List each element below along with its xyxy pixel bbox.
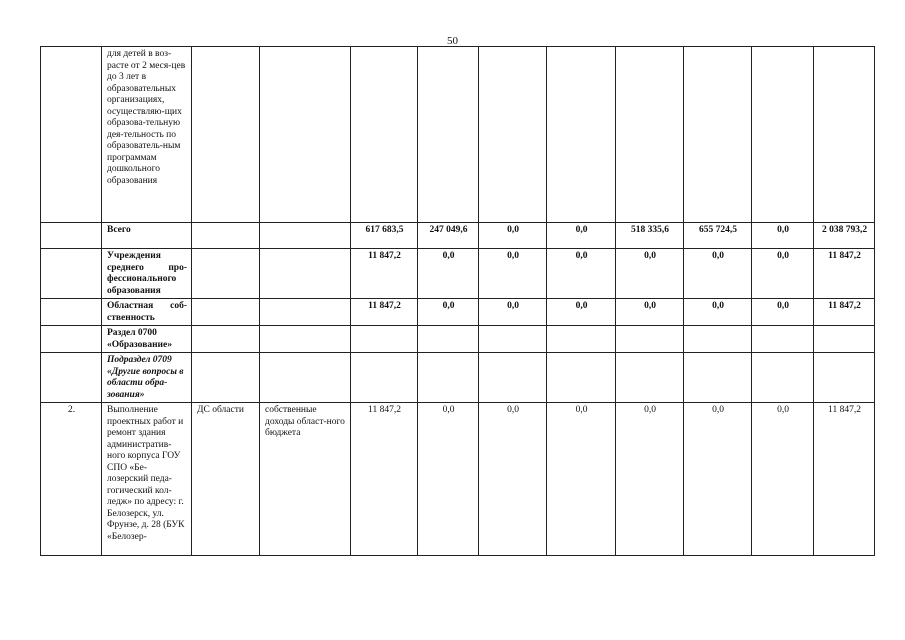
value-cell: [351, 353, 418, 403]
value-cell: 0,0: [418, 249, 479, 299]
value-cell: [752, 47, 814, 223]
value-cell: 617 683,5: [351, 223, 418, 249]
value-cell: [479, 353, 547, 403]
row-source: [260, 326, 351, 353]
row-index: [41, 299, 102, 326]
value-cell: [684, 47, 752, 223]
value-cell: 0,0: [752, 223, 814, 249]
row-executor: [192, 249, 260, 299]
value-cell: 0,0: [479, 249, 547, 299]
row-executor: ДС области: [192, 403, 260, 556]
value-cell: [616, 326, 684, 353]
value-cell: 655 724,5: [684, 223, 752, 249]
row-index: [41, 326, 102, 353]
value-cell: 0,0: [547, 223, 616, 249]
row-executor: [192, 353, 260, 403]
value-cell: 0,0: [479, 403, 547, 556]
table-row: [41, 353, 875, 403]
value-cell: 2 038 793,2: [814, 223, 875, 249]
value-cell: [547, 47, 616, 223]
value-cell: [351, 326, 418, 353]
budget-table: [40, 46, 875, 556]
value-cell: 0,0: [547, 299, 616, 326]
table-row: [41, 326, 875, 353]
row-index: [41, 249, 102, 299]
value-cell: [616, 47, 684, 223]
value-cell: 518 335,6: [616, 223, 684, 249]
row-source: [260, 353, 351, 403]
value-cell: [752, 326, 814, 353]
row-executor: [192, 47, 260, 223]
value-cell: 11 847,2: [351, 299, 418, 326]
value-cell: 11 847,2: [351, 403, 418, 556]
row-name: Всего: [102, 223, 192, 249]
row-source: [260, 223, 351, 249]
value-cell: [814, 47, 875, 223]
table-row: [41, 223, 875, 249]
table-row: [41, 403, 875, 556]
value-cell: [752, 353, 814, 403]
value-cell: 0,0: [616, 249, 684, 299]
row-executor: [192, 299, 260, 326]
table-row: [41, 249, 875, 299]
value-cell: [547, 326, 616, 353]
value-cell: 0,0: [752, 403, 814, 556]
value-cell: 247 049,6: [418, 223, 479, 249]
value-cell: [684, 326, 752, 353]
row-name: Областная соб-ственность: [102, 299, 192, 326]
value-cell: 0,0: [616, 403, 684, 556]
value-cell: 0,0: [752, 249, 814, 299]
value-cell: 0,0: [418, 299, 479, 326]
row-index: [41, 353, 102, 403]
row-name: Раздел 0700 «Образование»: [102, 326, 192, 353]
value-cell: [418, 326, 479, 353]
page-number: 50: [447, 35, 458, 47]
row-executor: [192, 223, 260, 249]
value-cell: 0,0: [684, 249, 752, 299]
value-cell: [814, 353, 875, 403]
row-source: собственные доходы област-ного бюджета: [260, 403, 351, 556]
value-cell: 0,0: [684, 299, 752, 326]
value-cell: 0,0: [418, 403, 479, 556]
row-name: для детей в воз-расте от 2 меся-цев до 3 лет в образовательных организациях, осуществляю-щих образова-тельную дея-тельность по образователь-ным программам дошкольного образования: [102, 47, 192, 223]
row-name: Подраздел 0709 «Другие вопросы в области обра-зования»: [102, 353, 192, 403]
value-cell: [616, 353, 684, 403]
row-index: [41, 223, 102, 249]
row-source: [260, 299, 351, 326]
value-cell: [479, 326, 547, 353]
row-index: 2.: [41, 403, 102, 556]
value-cell: 0,0: [616, 299, 684, 326]
value-cell: 11 847,2: [814, 299, 875, 326]
value-cell: 0,0: [547, 403, 616, 556]
value-cell: 0,0: [684, 403, 752, 556]
value-cell: [814, 326, 875, 353]
value-cell: 11 847,2: [814, 249, 875, 299]
value-cell: 0,0: [547, 249, 616, 299]
row-source: [260, 249, 351, 299]
value-cell: [547, 353, 616, 403]
row-index: [41, 47, 102, 223]
value-cell: 11 847,2: [351, 249, 418, 299]
table-row: [41, 47, 875, 223]
row-executor: [192, 326, 260, 353]
value-cell: 0,0: [479, 223, 547, 249]
value-cell: [684, 353, 752, 403]
row-name: Выполнение проектных работ и ремонт здания административ-ного корпуса ГОУ СПО «Бе-лозерский педа-гогический кол-ледж» по адресу: г. Белозерск, ул. Фрунзе, д. 28 (БУК «Белозер-: [102, 403, 192, 556]
value-cell: [418, 353, 479, 403]
table-row: [41, 299, 875, 326]
value-cell: 11 847,2: [814, 403, 875, 556]
value-cell: [479, 47, 547, 223]
row-name: Учреждения среднего про-фессионального образования: [102, 249, 192, 299]
value-cell: [418, 47, 479, 223]
value-cell: [351, 47, 418, 223]
value-cell: 0,0: [479, 299, 547, 326]
row-source: [260, 47, 351, 223]
value-cell: 0,0: [752, 299, 814, 326]
